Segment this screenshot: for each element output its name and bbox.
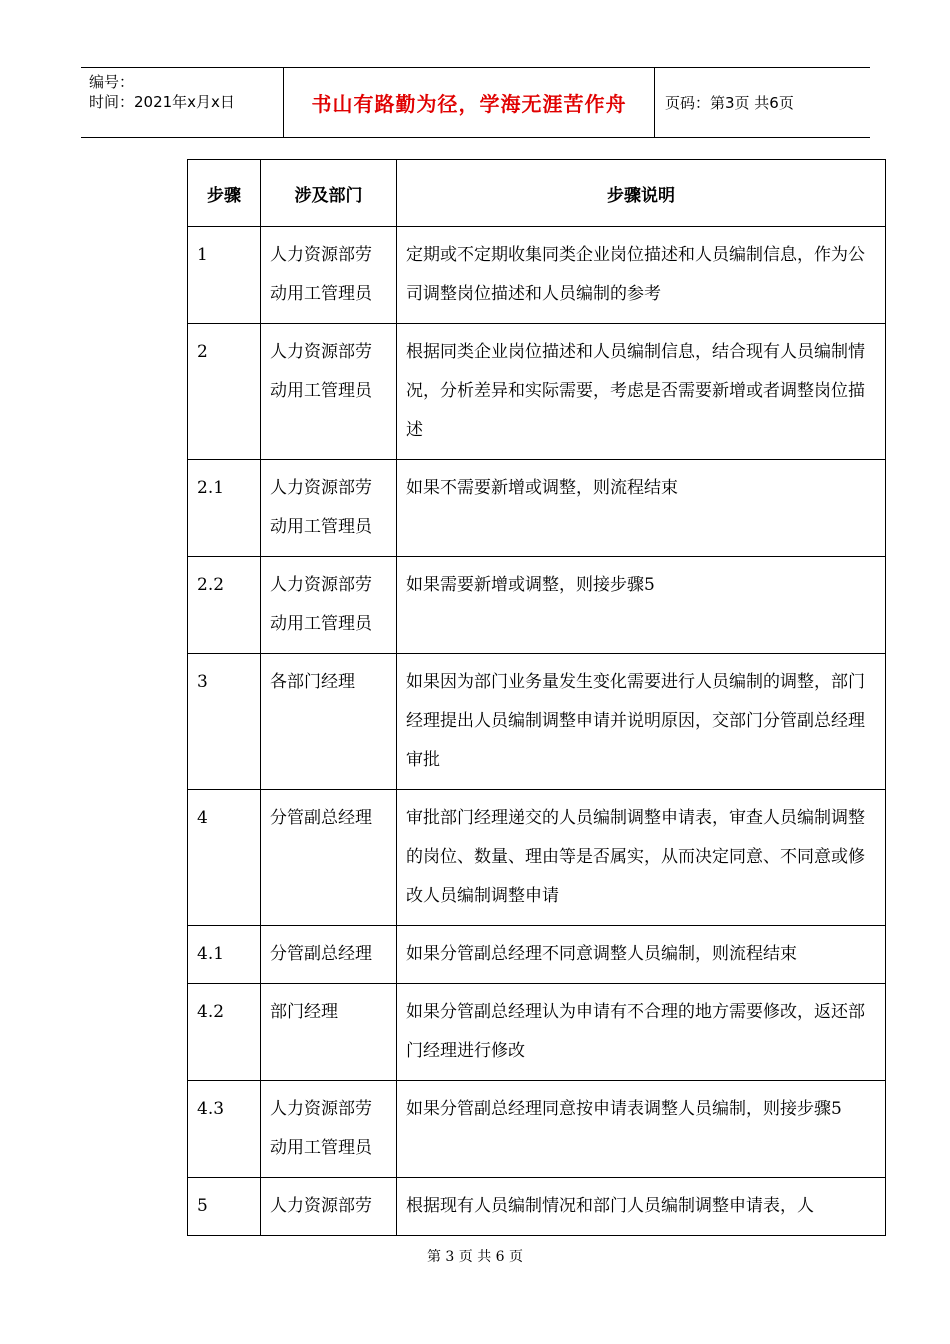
step-number: 2.1 [188,460,261,557]
table-row [188,654,886,790]
step-dept: 各部门经理 [261,654,397,790]
column-header-desc: 步骤说明 [397,160,886,227]
step-desc: 如果分管副总经理不同意调整人员编制，则流程结束 [397,926,886,984]
date-label: 时间：2021年x月x日 [89,93,235,111]
page-info: 页码：第3页 共6页 [665,94,794,112]
step-number: 2 [188,324,261,460]
table-row [188,790,886,926]
step-dept: 人力资源部劳 [261,1178,397,1236]
step-dept: 人力资源部劳动用工管理员 [261,460,397,557]
step-dept: 分管副总经理 [261,926,397,984]
page-footer [0,1246,950,1266]
step-desc: 根据现有人员编制情况和部门人员编制调整申请表，人 [397,1178,886,1236]
step-dept: 人力资源部劳动用工管理员 [261,1081,397,1178]
step-desc: 如果分管副总经理认为申请有不合理的地方需要修改，返还部门经理进行修改 [397,984,886,1081]
step-number: 5 [188,1178,261,1236]
step-number: 4 [188,790,261,926]
step-desc: 如果分管副总经理同意按申请表调整人员编制，则接步骤5 [397,1081,886,1178]
table-row [188,227,886,324]
step-desc: 如果不需要新增或调整，则流程结束 [397,460,886,557]
header-page-cell [655,68,870,137]
step-desc: 审批部门经理递交的人员编制调整申请表，审查人员编制调整的岗位、数量、理由等是否属实，从而决定同意、不同意或修改人员编制调整申请 [397,790,886,926]
column-header-dept: 涉及部门 [261,160,397,227]
table-row [188,984,886,1081]
step-desc: 如果需要新增或调整，则接步骤5 [397,557,886,654]
table-row [188,324,886,460]
step-dept: 人力资源部劳动用工管理员 [261,324,397,460]
steps-table [187,159,886,1236]
table-row [188,1178,886,1236]
step-number: 4.3 [188,1081,261,1178]
step-dept: 人力资源部劳动用工管理员 [261,557,397,654]
step-dept: 人力资源部劳动用工管理员 [261,227,397,324]
table-row [188,1081,886,1178]
step-dept: 部门经理 [261,984,397,1081]
header-motto-cell [283,68,655,137]
step-number: 3 [188,654,261,790]
table-row [188,926,886,984]
table-row [188,460,886,557]
code-label: 编号： [89,73,135,91]
step-dept: 分管副总经理 [261,790,397,926]
header-meta [81,68,283,137]
step-number: 2.2 [188,557,261,654]
step-number: 4.2 [188,984,261,1081]
page-header [81,67,870,138]
step-desc: 定期或不定期收集同类企业岗位描述和人员编制信息，作为公司调整岗位描述和人员编制的参考 [397,227,886,324]
step-desc: 如果因为部门业务量发生变化需要进行人员编制的调整，部门经理提出人员编制调整申请并说明原因，交部门分管副总经理审批 [397,654,886,790]
footer-page-number: 第 3 页 共 6 页 [426,1249,524,1265]
step-number: 1 [188,227,261,324]
table-header-row [188,160,886,227]
motto-text: 书山有路勤为径，学海无涯苦作舟 [311,92,627,116]
step-number: 4.1 [188,926,261,984]
column-header-step: 步骤 [188,160,261,227]
step-desc: 根据同类企业岗位描述和人员编制信息，结合现有人员编制情况，分析差异和实际需要，考虑是否需要新增或者调整岗位描述 [397,324,886,460]
table-row [188,557,886,654]
